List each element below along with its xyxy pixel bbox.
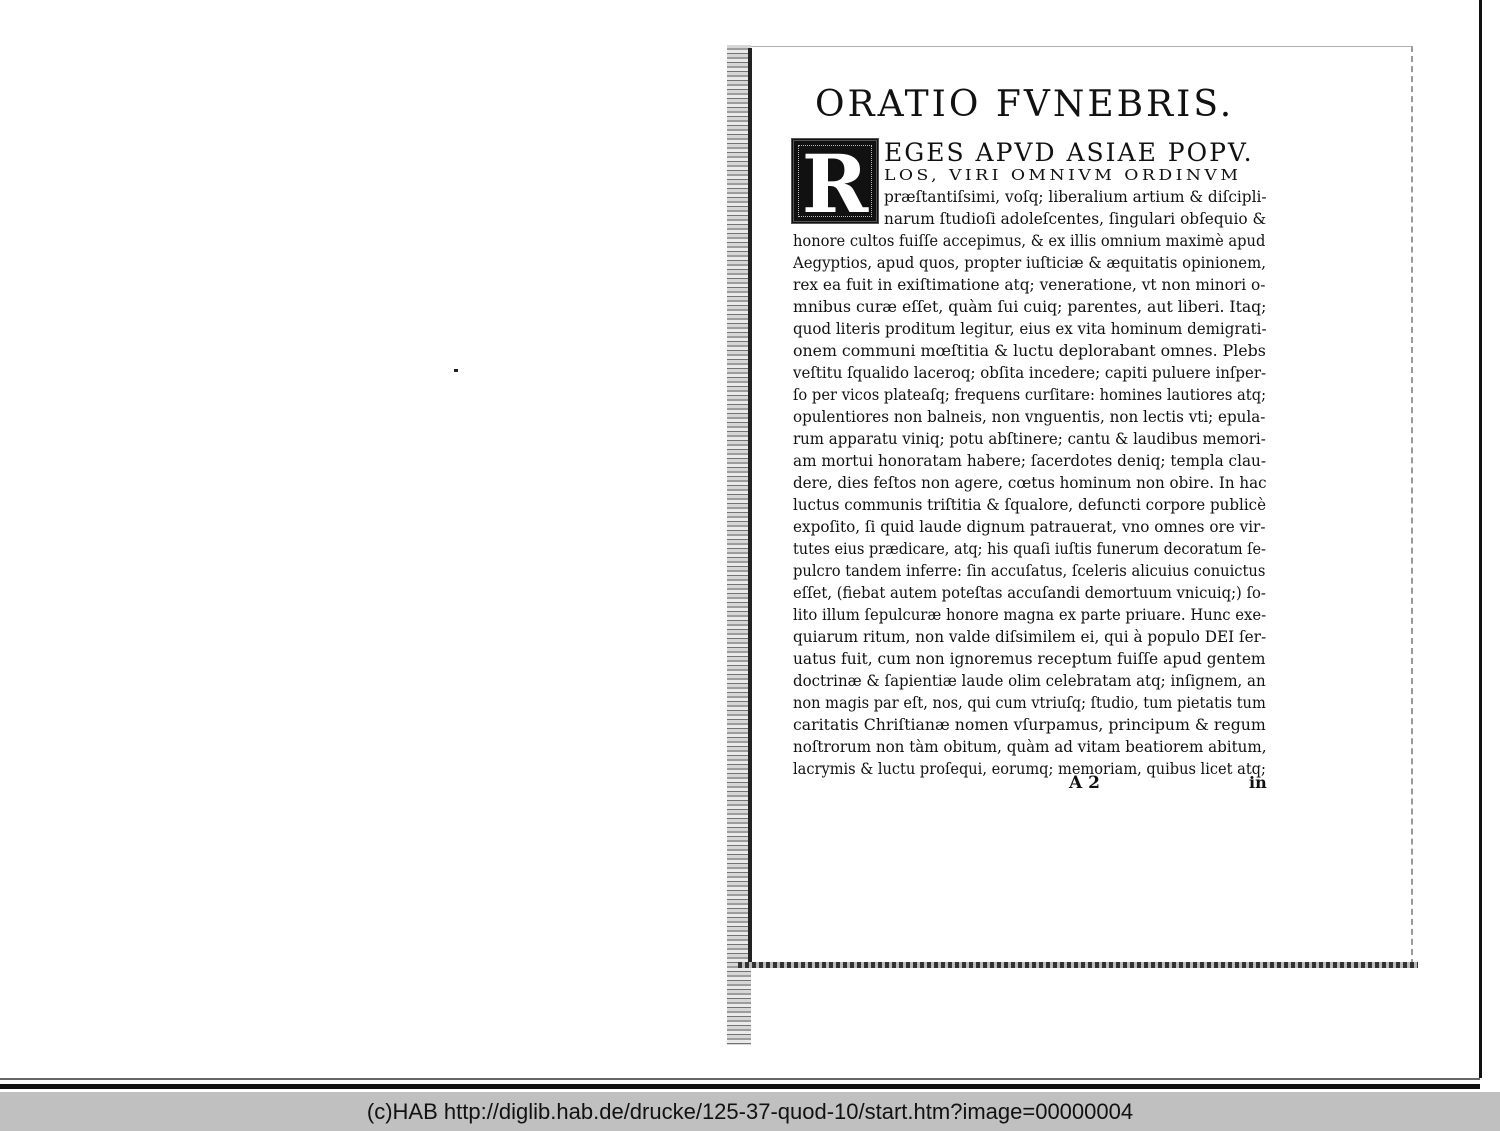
text-line: veſtitu ſqualido laceroq; obſita incedere; capiti puluere inſper- — [793, 363, 1267, 382]
text-line: doctrinæ & ſapientiæ laude olim celebratam atq; inſignem, an — [793, 671, 1266, 690]
text-line: expoſito, ſi quid laude dignum patrauerat, vno omnes ore vir- — [793, 517, 1266, 536]
text-line: Aegyptios, apud quos, propter iuſticiæ & æquitatis opinionem, — [793, 253, 1266, 272]
text-line: LOS, VIRI OMNIVM ORDINVM — [884, 166, 1242, 184]
text-line: eſſet, (fiebat autem poteſtas accuſandi demortuum vnicuiq;) ſo- — [793, 583, 1266, 602]
dust-speck — [454, 369, 458, 372]
text-line: quiarum ritum, non valde diſsimilem ei, qui à populo DEI ſer- — [793, 627, 1267, 646]
text-line: pulcro tandem inferre: ſin accuſatus, ſceleris alicuius conuictus — [793, 561, 1266, 580]
text-line: lacrymis & luctu proſequi, eorumq; memoriam, quibus licet atq; — [793, 759, 1266, 778]
text-line: ſo per vicos plateaſq; frequens curſitare: homines lautiores atq; — [793, 385, 1267, 404]
text-line: onem communi mœſtitia & luctu deplorabant omnes. Plebs — [793, 341, 1266, 360]
text-line: noſtrorum non tàm obitum, quàm ad vitam beatiorem abitum, — [793, 737, 1267, 756]
text-line: tutes eius prædicare, atq; his quaſi iuſtis funerum decoratum ſe- — [793, 539, 1266, 558]
text-line: uatus fuit, cum non ignoremus receptum fuiſſe apud gentem — [793, 649, 1266, 668]
text-line: am mortui honoratam habere; ſacerdotes deniq; templa clau- — [793, 451, 1267, 470]
text-line: lito illum ſepulcuræ honore magna ex parte priuare. Hunc exe- — [793, 605, 1267, 624]
page-bottom-edge — [738, 962, 1418, 968]
text-line: rum apparatu viniq; potu abſtinere; cantu & laudibus memori- — [793, 429, 1266, 448]
scan-frame-bottom — [0, 1084, 1480, 1089]
text-line: mnibus curæ eſſet, quàm ſui cuiq; parentes, aut liberi. Itaq; — [793, 297, 1267, 316]
scan-frame-bottom-thin — [0, 1078, 1480, 1080]
opening-heading: EGES APVD ASIAE POPV. — [884, 138, 1254, 167]
text-line: opulentiores non balneis, non vnguentis, non lectis vti; epula- — [793, 407, 1266, 426]
text-line: non magis par eſt, nos, qui cum vtriuſq; ſtudio, tum pietatis tum — [793, 693, 1266, 712]
scan-frame-right — [1479, 0, 1482, 1078]
text-line: luctus communis triſtitia & ſqualore, defuncti corpore publicè — [793, 495, 1267, 514]
text-line: caritatis Chriſtianæ nomen vſurpamus, principum & regum — [793, 715, 1266, 734]
signature-mark: A 2 — [1069, 773, 1100, 793]
decorated-initial: R — [791, 138, 879, 224]
page-title: ORATIO FVNEBRIS. — [815, 84, 1235, 125]
text-line: præſtantiſsimi, voſq; liberalium artium & diſcipli- — [884, 187, 1267, 206]
text-line: honore cultos fuiſſe accepimus, & ex illis omnium maximè apud — [793, 231, 1266, 250]
page-left-edge — [748, 48, 752, 968]
catchword: in — [1249, 773, 1267, 792]
text-line: quod literis proditum legitur, eius ex vita hominum demigrati- — [793, 319, 1267, 338]
copyright-footer: (c)HAB http://diglib.hab.de/drucke/125-37-quod-10/start.htm?image=00000004 — [0, 1092, 1500, 1131]
text-line: dere, dies feſtos non agere, cœtus hominum non obire. In hac — [793, 473, 1267, 492]
text-line: rex ea fuit in exiſtimatione atq; veneratione, vt non minori o- — [793, 275, 1266, 294]
text-line: narum ſtudioſi adoleſcentes, ſingulari obſequio & — [884, 209, 1267, 228]
